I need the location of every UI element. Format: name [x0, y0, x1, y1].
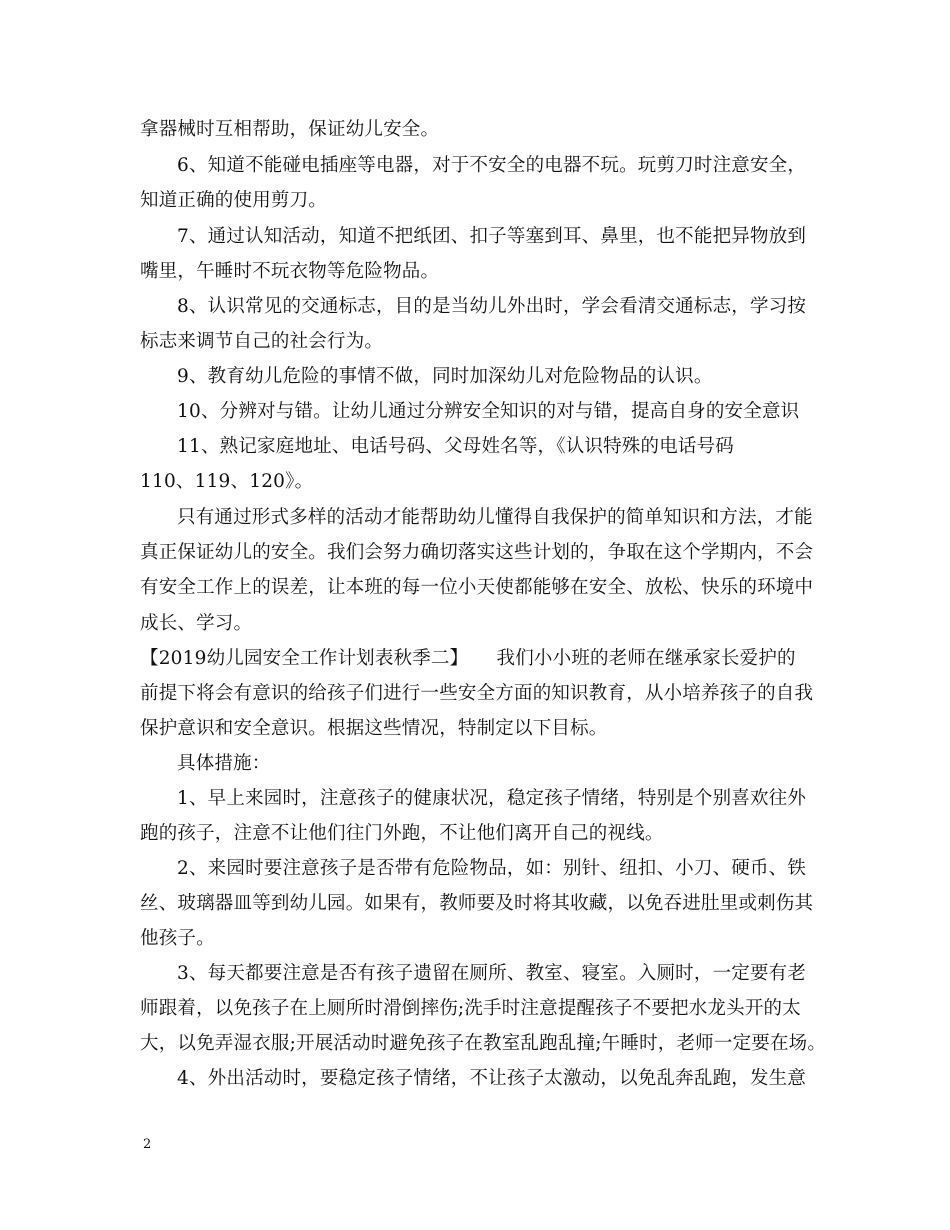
- text-line: 保护意识和安全意识。根据这些情况，特制定以下目标。: [140, 718, 608, 739]
- text-line: 具体措施：: [177, 753, 271, 774]
- text-line: 8、认识常见的交通标志，目的是当幼儿外出时，学会看清交通标志，学习按: [177, 296, 807, 317]
- text-line: 成长、学习。: [140, 613, 253, 634]
- text-line: 有安全工作上的误差，让本班的每一位小天使都能够在安全、放松、快乐的环境中: [140, 577, 814, 598]
- text-line: 3、每天都要注意是否有孩子遗留在厕所、教室、寝室。入厕时，一定要有老: [177, 963, 807, 984]
- text-line: 9、教育幼儿危险的事情不做，同时加深幼儿对危险物品的认识。: [177, 366, 713, 387]
- text-line: 11、熟记家庭地址、电话号码、父母姓名等，《认识特殊的电话号码: [177, 436, 734, 457]
- text-line: 1、早上来园时，注意孩子的健康状况，稳定孩子情绪，特别是个别喜欢往外: [177, 788, 807, 809]
- text-line: 师跟着，以免孩子在上厕所时滑倒摔伤;洗手时注意提醒孩子不要把水龙头开的太: [140, 998, 801, 1019]
- text-line: 嘴里，午睡时不玩衣物等危险物品。: [140, 261, 440, 282]
- text-line: 4、外出活动时，要稳定孩子情绪，不让孩子太激动，以免乱奔乱跑，发生意: [177, 1068, 807, 1089]
- text-line: 知道正确的使用剪刀。: [140, 190, 328, 211]
- text-line: 丝、玻璃器皿等到幼儿园。如果有，教师要及时将其收藏，以免吞进肚里或刺伤其: [140, 893, 814, 914]
- text-line: 大，以免弄湿衣服;开展活动时避免孩子在教室乱跑乱撞;午睡时，老师一定要在场。: [140, 1033, 827, 1054]
- text-line: 10、分辨对与错。让幼儿通过分辨安全知识的对与错，提高自身的安全意识: [177, 401, 800, 422]
- text-line: 标志来调节自己的社会行为。: [140, 331, 384, 352]
- text-line: 前提下将会有意识的给孩子们进行一些安全方面的知识教育，从小培养孩子的自我: [140, 683, 814, 704]
- text-line: 真正保证幼儿的安全。我们会努力确切落实这些计划的，争取在这个学期内，不会: [140, 542, 814, 563]
- page-number: 2: [143, 1137, 152, 1152]
- text-line: 拿器械时互相帮助，保证幼儿安全。: [140, 119, 440, 140]
- text-line: 6、知道不能碰电插座等电器，对于不安全的电器不玩。玩剪刀时注意安全，: [177, 155, 807, 176]
- text-line: 只有通过形式多样的活动才能帮助幼儿懂得自我保护的简单知识和方法，才能: [177, 507, 813, 528]
- text-line: 他孩子。: [140, 928, 215, 949]
- section-heading-line: 【2019幼儿园安全工作计划表秋季二】 我们小小班的老师在继承家长爱护的: [140, 648, 796, 669]
- text-line: 7、通过认知活动，知道不把纸团、扣子等塞到耳、鼻里，也不能把异物放到: [177, 226, 807, 247]
- text-line: 2、来园时要注意孩子是否带有危险物品，如：别针、纽扣、小刀、硬币、铁: [177, 858, 807, 879]
- text-line: 110、119、120》。: [140, 471, 314, 492]
- text-line: 跑的孩子，注意不让他们往门外跑，不让他们离开自己的视线。: [140, 823, 664, 844]
